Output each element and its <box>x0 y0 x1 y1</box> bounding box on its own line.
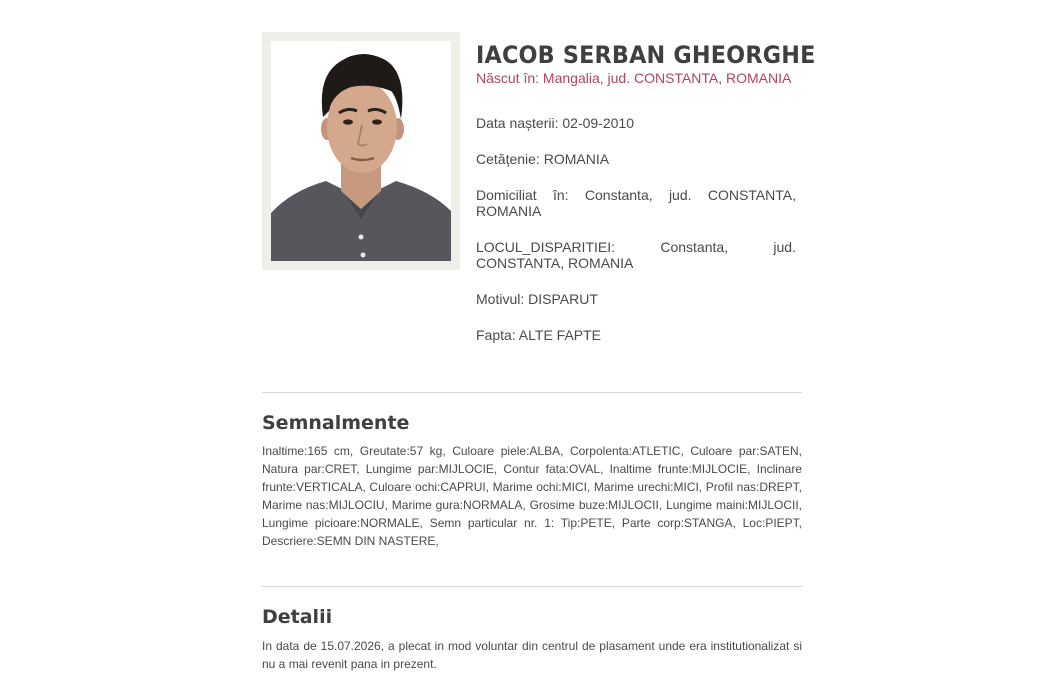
semnalmente-title: Semnalmente <box>262 412 410 434</box>
person-name: IACOB SERBAN GHEORGHE <box>476 41 816 69</box>
domicile: Domiciliat în: Constanta, jud. CONSTANTA, ROMANIA <box>476 187 796 219</box>
semnalmente-text: Inaltime:165 cm, Greutate:57 kg, Culoare piele:ALBA, Corpolenta:ATLETIC, Culoare par:SATEN, Natura par:CRET, Lungime par:MIJLOCIE, Contur fata:OVAL, Inaltime frunte:MIJLOCIE, Inclinare frunte:VERTICALA, Culoare ochi:CAPRUI, Marime ochi:MICI, Marime urechi:MICI, Profil nas:DREPT, Marime nas:MIJLOCIU, Marime gura:NORMALA, Grosime buze:MIJLOCII, Lungime maini:MIJLOCII, Lungime picioare:NORMALE, Semn particular nr. 1: Tip:PETE, Parte corp:STANGA, Loc:PIEPT, Descriere:SEMN DIN NASTERE, <box>262 444 802 548</box>
birthplace: Născut în: Mangalia, jud. CONSTANTA, ROMANIA <box>476 70 792 86</box>
person-photo[interactable] <box>271 41 451 261</box>
disappearance-location: LOCUL_DISPARITIEI: Constanta, jud. CONSTANTA, ROMANIA <box>476 239 796 271</box>
divider-top <box>262 392 802 393</box>
offense: Fapta: ALTE FAPTE <box>476 327 602 343</box>
reason: Motivul: DISPARUT <box>476 291 598 307</box>
photo-frame <box>262 32 460 270</box>
person-info <box>476 40 816 343</box>
birth-date: Data nașterii: 02-09-2010 <box>476 115 634 131</box>
divider-bottom <box>262 586 802 587</box>
detalii-text: In data de 15.07.2026, a plecat in mod voluntar din centrul de plasament unde era institutionalizat si nu a mai revenit pana in prezent. <box>262 639 802 671</box>
detalii-title: Detalii <box>262 606 333 628</box>
citizenship: Cetățenie: ROMANIA <box>476 151 610 167</box>
portrait-image <box>271 41 451 261</box>
